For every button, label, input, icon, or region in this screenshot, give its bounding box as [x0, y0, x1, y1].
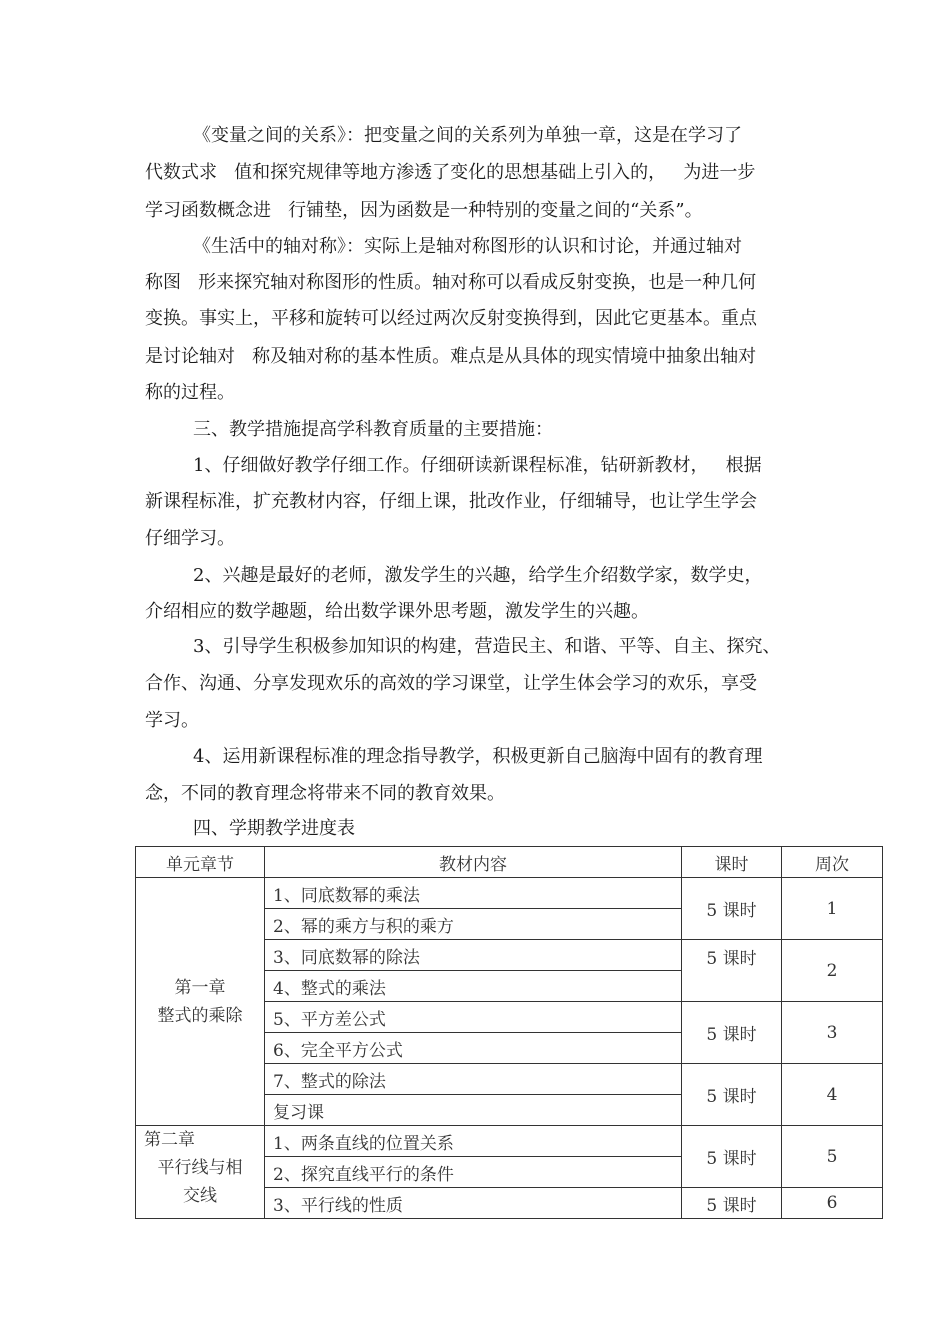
paragraph-line: 仔细学习。	[145, 528, 235, 549]
header-cell: 周次	[782, 847, 883, 878]
week-cell: 5	[782, 1126, 883, 1188]
content-cell: 4、整式的乘法	[265, 971, 682, 1002]
chapter-cell	[136, 1126, 265, 1219]
paragraph-line: 4、运用新课程标准的理念指导教学，积极更新自己脑海中固有的教育理	[193, 746, 763, 767]
content-cell: 3、平行线的性质	[265, 1188, 682, 1219]
week-cell: 6	[782, 1188, 883, 1219]
paragraph-line: 代数式求 值和探究规律等地方渗透了变化的思想基础上引入的， 为进一步	[145, 162, 756, 183]
hours-cell: 5 课时	[682, 940, 782, 1002]
paragraph-line: 3、引导学生积极参加知识的构建，营造民主、和谐、平等、自主、探究、	[193, 636, 781, 657]
header-cell: 课时	[682, 847, 782, 878]
content-cell: 5、平方差公式	[265, 1002, 682, 1033]
paragraph-line: 合作、沟通、分享发现欢乐的高效的学习课堂，让学生体会学习的欢乐，享受	[145, 673, 757, 694]
paragraph-line: 称图 形来探究轴对称图形的性质。轴对称可以看成反射变换，也是一种几何	[145, 272, 757, 293]
content-cell: 2、探究直线平行的条件	[265, 1157, 682, 1188]
section-heading: 四、学期教学进度表	[193, 818, 355, 839]
chapter-cell	[136, 878, 265, 1126]
hours-cell: 5 课时	[682, 878, 782, 940]
hours-cell: 5 课时	[682, 1002, 782, 1064]
content-cell: 2、幂的乘方与积的乘方	[265, 909, 682, 940]
paragraph-line: 念，不同的教育理念将带来不同的教育效果。	[145, 783, 505, 804]
paragraph-line: 1、仔细做好教学仔细工作。仔细研读新课程标准，钻研新教材， 根据	[193, 455, 762, 476]
chapter-number: 第二章	[144, 1130, 195, 1150]
paragraph-line: 是讨论轴对 称及轴对称的基本性质。难点是从具体的现实情境中抽象出轴对	[145, 346, 757, 367]
week-cell: 3	[782, 1002, 883, 1064]
schedule-table	[135, 846, 883, 1219]
paragraph-line: 称的过程。	[145, 382, 235, 403]
content-cell: 1、两条直线的位置关系	[265, 1126, 682, 1157]
chapter-title: 平行线与相	[157, 1158, 243, 1178]
table-header-row	[136, 847, 883, 878]
content-cell: 7、整式的除法	[265, 1064, 682, 1095]
hours-cell: 5 课时	[682, 1188, 782, 1219]
header-cell: 教材内容	[265, 847, 682, 878]
hours-cell: 5 课时	[682, 1126, 782, 1188]
chapter-title-cont: 交线	[183, 1186, 217, 1206]
paragraph-line: 变换。事实上，平移和旋转可以经过两次反射变换得到，因此它更基本。重点	[145, 308, 757, 329]
week-cell: 4	[782, 1064, 883, 1126]
content-cell: 1、同底数幂的乘法	[265, 878, 682, 909]
content-cell: 6、完全平方公式	[265, 1033, 682, 1064]
table-row	[136, 878, 883, 909]
section-heading: 三、教学措施提高学科教育质量的主要措施：	[193, 419, 553, 440]
paragraph-line: 学习函数概念进 行铺垫，因为函数是一种特别的变量之间的“关系”。	[145, 200, 703, 221]
week-cell: 2	[782, 940, 883, 1002]
paragraph-line: 新课程标准，扩充教材内容，仔细上课，批改作业，仔细辅导，也让学生学会	[145, 491, 757, 512]
chapter-title: 整式的乘除	[157, 1005, 243, 1026]
paragraph-line: 学习。	[145, 710, 199, 731]
paragraph-line: 《生活中的轴对称》：实际上是轴对称图形的认识和讨论，并通过轴对	[193, 236, 742, 257]
hours-cell: 5 课时	[682, 1064, 782, 1126]
week-cell: 1	[782, 878, 883, 940]
content-cell: 3、同底数幂的除法	[265, 940, 682, 971]
chapter-number: 第一章	[174, 977, 226, 998]
paragraph-line: 《变量之间的关系》：把变量之间的关系列为单独一章，这是在学习了	[193, 125, 742, 146]
header-cell: 单元章节	[136, 847, 265, 878]
paragraph-line: 2、兴趣是最好的老师，激发学生的兴趣，给学生介绍数学家，数学史，	[193, 565, 763, 586]
content-cell: 复习课	[265, 1095, 682, 1126]
table-row	[136, 1126, 883, 1157]
paragraph-line: 介绍相应的数学趣题，给出数学课外思考题，激发学生的兴趣。	[145, 601, 649, 622]
